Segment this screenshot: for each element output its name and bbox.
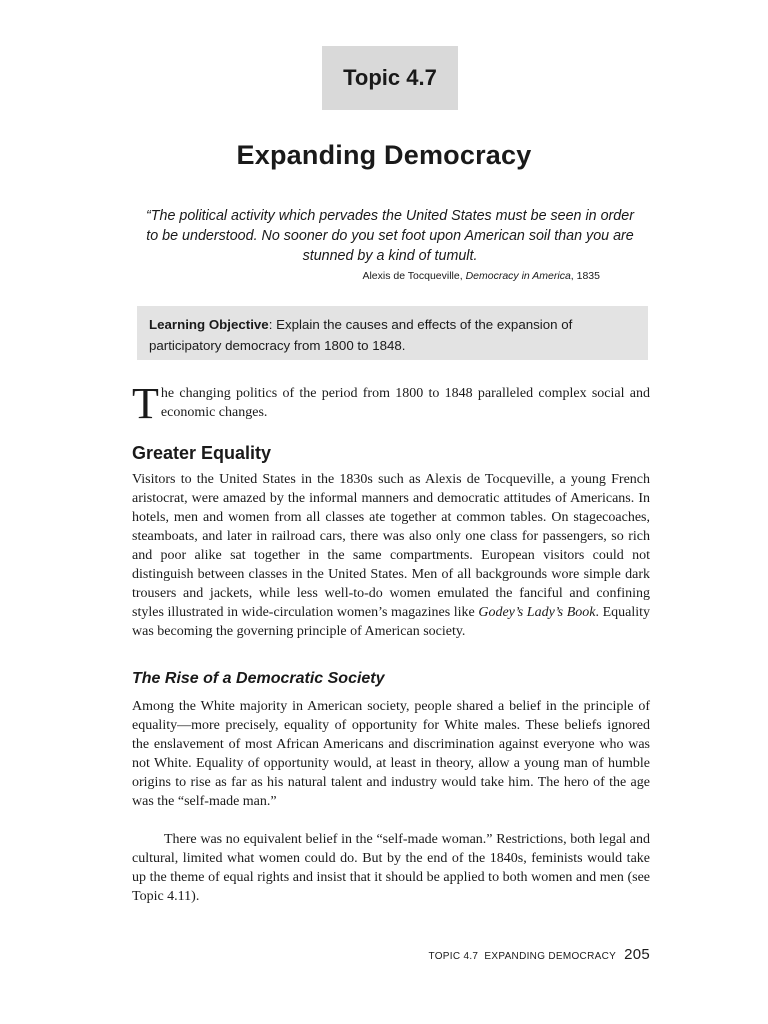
topic-label (322, 46, 458, 110)
intro-text: he changing politics of the period from 1800 to 1848 paralleled complex social and economic changes. (160, 386, 650, 420)
quote-work: Democracy in America (465, 270, 571, 282)
section-paragraph (132, 470, 650, 641)
quote-year: , 1835 (570, 270, 600, 282)
learning-objective-box (137, 306, 648, 360)
page-number: 205 (624, 946, 650, 963)
page-footer (400, 946, 650, 963)
section-text-part-1: Visitors to the United States in the 1830s such as Alexis de Tocqueville, a young French aristocrat, were amazed by the informal manners and democratic attitudes of Americans. In hotels, men and women from all classes ate together at common tables. On stagecoaches, steamboats, and later in railroad cars, there was also only one class for passengers, so rich and poor alike sat together in the same compartments. European visitors could not distinguish between classes in the United States. Men of all backgrounds wore simple dark trousers and jackets, while less well-to-do women emulated the fanciful and confining styles illustrated in wide-circulation women’s magazines like (132, 472, 650, 620)
learning-objective-text: : Explain the causes and effects of the expansion of participatory democracy from 1800 to 1848. (149, 317, 573, 353)
section-heading: Greater Equality (132, 443, 272, 463)
intro-paragraph (132, 379, 650, 428)
subsection-heading: The Rise of a Democratic Society (132, 670, 385, 687)
page-title: Expanding Democracy (236, 140, 532, 170)
drop-cap: T (132, 379, 159, 428)
quote-attribution (270, 270, 600, 282)
subsection-paragraph-2: There was no equivalent belief in the “self-made woman.” Restrictions, both legal and cultural, limited what women could do. But by the end of the 1840s, feminists would take up the theme of equal rights and insist that it should be applied to both women and men (see Topic 4.11). (132, 832, 650, 904)
subsection-paragraph-1: Among the White majority in American society, people shared a belief in the principle of equality—more precisely, equality of opportunity for White males. These beliefs ignored the enslavement of most African Americans and discrimination against everyone who was not White. Equality of opportunity would, at least in theory, allow a young man of humble origins to rise as far as his natural talent and industry would take him. The hero of the age was the “self-made man.” (132, 699, 650, 809)
running-head: TOPIC 4.7 EXPANDING DEMOCRACY (428, 951, 617, 962)
learning-objective-label: Learning Objective (149, 317, 269, 332)
quote-author: Alexis de Tocqueville, (362, 270, 466, 282)
topic-label-text: Topic 4.7 (343, 65, 437, 90)
magazine-title: Godey’s Lady’s Book (478, 605, 596, 620)
section-text-part-2: . Equality was becoming the governing principle of American society. (132, 605, 651, 639)
epigraph-quote: “The political activity which pervades the United States must be seen in order to be understood. No sooner do you set foot upon American soil than you are stunned by a kind of tumult. (146, 208, 634, 264)
